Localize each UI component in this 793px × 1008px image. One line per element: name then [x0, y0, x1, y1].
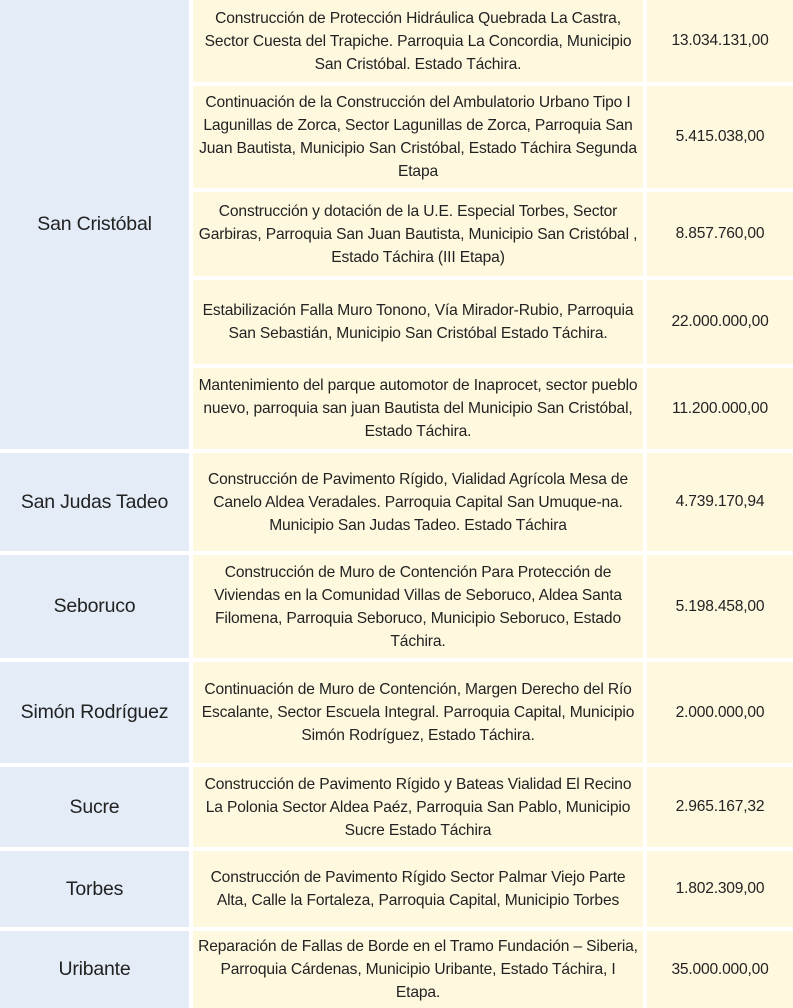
monto-value: 5.415.038,00 — [675, 128, 765, 145]
monto-cell — [647, 86, 793, 188]
municipio-label: Seboruco — [53, 595, 136, 617]
descripcion-cell — [193, 767, 643, 847]
descripcion-cell — [193, 86, 643, 188]
monto-cell — [647, 368, 793, 449]
descripcion-cell — [193, 280, 643, 364]
descripcion-text: Construcción de Pavimento Rígido, Vialidad Agrícola Mesa de Canelo Aldea Veradales. Parroquia Capital San Umuque-na. Municipio San Judas Tadeo. Estado Táchira — [208, 470, 628, 534]
descripcion-cell — [193, 931, 643, 1008]
descripcion-cell — [193, 453, 643, 551]
monto-value: 1.802.309,00 — [675, 880, 765, 897]
descripcion-text: Construcción de Protección Hidráulica Quebrada La Castra, Sector Cuesta del Trapiche. Parroquia La Concordia, Municipio San Cristóbal. Estado Táchira. — [204, 9, 632, 73]
descripcion-text: Construcción y dotación de la U.E. Especial Torbes, Sector Garbiras, Parroquia San Juan Bautista, Municipio San Cristóbal , Estado Táchira (III Etapa) — [198, 202, 638, 266]
municipio-label: Uribante — [58, 958, 131, 980]
municipio-cell-san-cristobal — [0, 0, 189, 449]
descripcion-text: Construcción de Pavimento Rígido y Bateas Vialidad El Recino La Polonia Sector Aldea Paéz, Parroquia San Pablo, Municipio Sucre Estado Táchira — [204, 775, 632, 839]
monto-cell — [647, 767, 793, 847]
municipio-label: Sucre — [69, 795, 120, 818]
monto-cell — [647, 555, 793, 658]
descripcion-text: Continuación de Muro de Contención, Margen Derecho del Río Escalante, Sector Escuela Integral. Parroquia Capital, Municipio Simón Rodríguez, Estado Táchira. — [201, 681, 635, 744]
descripcion-cell — [193, 555, 643, 658]
descripcion-cell — [193, 0, 643, 82]
monto-value: 5.198.458,00 — [675, 597, 765, 615]
descripcion-cell — [193, 662, 643, 763]
monto-value: 2.965.167,32 — [675, 798, 765, 815]
monto-value: 13.034.131,00 — [671, 32, 769, 49]
descripcion-cell — [193, 192, 643, 276]
monto-cell — [647, 931, 793, 1008]
municipio-label: San Judas Tadeo — [20, 490, 169, 513]
municipio-cell-seboruco — [0, 555, 189, 658]
municipio-label: San Cristóbal — [37, 213, 152, 235]
monto-cell — [647, 453, 793, 551]
descripcion-text: Continuación de la Construcción del Ambulatorio Urbano Tipo I Lagunillas de Zorca, Sector Lagunillas de Zorca, Parroquia San Juan Bautista, Municipio San Cristóbal, Estado Táchira Segunda Etapa — [199, 94, 637, 180]
descripcion-cell — [193, 368, 643, 449]
descripcion-text: Mantenimiento del parque automotor de Inaprocet, sector pueblo nuevo, parroquia san juan Bautista del Municipio San Cristóbal, Estado Táchira. — [198, 377, 638, 440]
monto-value: 2.000.000,00 — [675, 703, 765, 721]
monto-value: 22.000.000,00 — [671, 313, 769, 330]
monto-value: 4.739.170,94 — [675, 493, 765, 510]
monto-cell — [647, 192, 793, 276]
monto-cell — [647, 851, 793, 927]
municipio-cell-uribante — [0, 931, 189, 1008]
monto-value: 8.857.760,00 — [675, 225, 765, 242]
monto-cell — [647, 0, 793, 82]
descripcion-text: Construcción de Muro de Contención Para Protección de Viviendas en la Comunidad Villas de Seboruco, Aldea Santa Filomena, Parroquia Seboruco, Municipio Seboruco, Estado Táchira. — [214, 563, 622, 650]
monto-cell — [647, 280, 793, 364]
descripcion-text: Reparación de Fallas de Borde en el Tramo Fundación – Siberia, Parroquia Cárdenas, Municipio Uribante, Estado Táchira, I Etapa. — [198, 938, 638, 1001]
descripcion-text: Construcción de Pavimento Rígido Sector Palmar Viejo Parte Alta, Calle la Fortaleza, Parroquia Capital, Municipio Torbes — [210, 869, 626, 909]
monto-value: 11.200.000,00 — [672, 399, 768, 417]
municipio-cell-torbes — [0, 851, 189, 927]
municipio-cell-sucre — [0, 767, 189, 847]
municipio-label: Torbes — [65, 877, 124, 900]
monto-value: 35.000.000,00 — [671, 960, 769, 978]
descripcion-cell — [193, 851, 643, 927]
descripcion-text: Estabilización Falla Muro Tonono, Vía Mirador-Rubio, Parroquia San Sebastián, Municipio San Cristóbal Estado Táchira. — [202, 302, 634, 342]
monto-cell — [647, 662, 793, 763]
municipio-cell-simon-rodriguez — [0, 662, 189, 763]
municipio-label: Simón Rodríguez — [20, 701, 169, 723]
municipio-cell-san-judas-tadeo — [0, 453, 189, 551]
